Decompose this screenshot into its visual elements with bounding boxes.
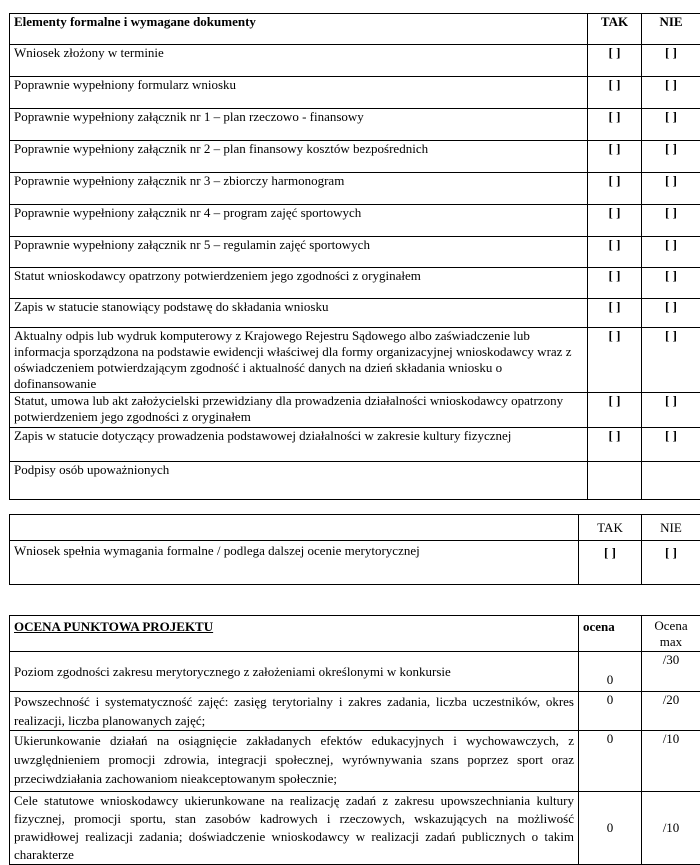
ocena-max-column-header: Ocena max: [642, 616, 700, 652]
tak-checkbox[interactable]: [ ]: [588, 77, 642, 109]
row-label: Poprawnie wypełniony formularz wniosku: [10, 77, 588, 109]
nie-checkbox[interactable]: [ ]: [642, 299, 700, 328]
criterion-label: Ukierunkowanie działań na osiągnięcie zakładanych efektów edukacyjnych i wychowawczych, z uwzględnieniem promocji zdrowia, integracji społecznej, wyrównywania szans poprzez sport oraz przeciwdziałania zachowaniom nieakceptowanym społecznie;: [10, 731, 579, 792]
formal-summary-table: [9, 514, 700, 585]
max-score: /20: [642, 692, 700, 731]
row-label: Poprawnie wypełniony załącznik nr 1 – plan rzeczowo - finansowy: [10, 109, 588, 141]
row-label: Poprawnie wypełniony załącznik nr 2 – plan finansowy kosztów bezpośrednich: [10, 141, 588, 173]
row-label: Zapis w statucie dotyczący prowadzenia podstawowej działalności w zakresie kultury fizycznej: [10, 428, 588, 462]
nie-checkbox[interactable]: [ ]: [642, 328, 700, 393]
tak-checkbox[interactable]: [ ]: [579, 541, 642, 585]
table-row: [10, 731, 700, 792]
table-row: [10, 205, 700, 237]
tak-checkbox[interactable]: [ ]: [588, 109, 642, 141]
table-row: [10, 77, 700, 109]
row-label: Poprawnie wypełniony załącznik nr 4 – program zajęć sportowych: [10, 205, 588, 237]
table-row: [10, 109, 700, 141]
score-table: [9, 615, 700, 865]
row-label: Aktualny odpis lub wydruk komputerowy z Krajowego Rejestru Sądowego albo zaświadczenie lub informacja sporządzona na podstawie ewidencji właściwej dla formy organizacyjnej wnioskodawcy wraz z oświadczeniem potwierdzającym zgodność i aktualność danych na dzień składania wniosku o dofinansowanie: [10, 328, 588, 393]
score-table-title: OCENA PUNKTOWA PROJEKTU: [10, 616, 579, 652]
tak-checkbox[interactable]: [ ]: [588, 393, 642, 428]
table-row: [10, 692, 700, 731]
score-value[interactable]: 0: [579, 692, 642, 731]
row-label: Zapis w statucie stanowiący podstawę do składania wniosku: [10, 299, 588, 328]
tak-checkbox[interactable]: [ ]: [588, 268, 642, 299]
row-label: Wniosek złożony w terminie: [10, 45, 588, 77]
nie-checkbox[interactable]: [ ]: [642, 541, 700, 585]
tak-cell: [588, 462, 642, 500]
criterion-label: Powszechność i systematyczność zajęć: zasięg terytorialny i zakres zadania, liczba uczestników, okres realizacji, liczba planowanych zajęć;: [10, 692, 579, 731]
row-label: Statut, umowa lub akt założycielski przewidziany dla prowadzenia działalności wnioskodawcy opatrzony potwierdzeniem jego zgodności z oryginałem: [10, 393, 588, 428]
table-row: [10, 541, 700, 585]
table-header-row: [10, 14, 700, 45]
tak-checkbox[interactable]: [ ]: [588, 173, 642, 205]
row-label: Poprawnie wypełniony załącznik nr 5 – regulamin zajęć sportowych: [10, 237, 588, 268]
nie-checkbox[interactable]: [ ]: [642, 141, 700, 173]
score-value[interactable]: 0: [579, 731, 642, 792]
tak-checkbox[interactable]: [ ]: [588, 45, 642, 77]
table-row: [10, 173, 700, 205]
table-header-row: [10, 616, 700, 652]
nie-checkbox[interactable]: [ ]: [642, 268, 700, 299]
tak-column-header: TAK: [588, 14, 642, 45]
tak-checkbox[interactable]: [ ]: [588, 237, 642, 268]
table-row: [10, 141, 700, 173]
row-label: Poprawnie wypełniony załącznik nr 3 – zbiorczy harmonogram: [10, 173, 588, 205]
table-row: [10, 462, 700, 500]
nie-column-header: NIE: [642, 14, 700, 45]
nie-checkbox[interactable]: [ ]: [642, 109, 700, 141]
table-row: [10, 268, 700, 299]
summary-header-empty: [10, 515, 579, 541]
table-row: [10, 393, 700, 428]
nie-checkbox[interactable]: [ ]: [642, 173, 700, 205]
table-row: [10, 652, 700, 692]
tak-column-header: TAK: [579, 515, 642, 541]
tak-checkbox[interactable]: [ ]: [588, 205, 642, 237]
score-value[interactable]: 0: [579, 652, 642, 692]
nie-checkbox[interactable]: [ ]: [642, 237, 700, 268]
nie-column-header: NIE: [642, 515, 700, 541]
table-row: [10, 428, 700, 462]
nie-checkbox[interactable]: [ ]: [642, 393, 700, 428]
tak-checkbox[interactable]: [ ]: [588, 141, 642, 173]
tak-checkbox[interactable]: [ ]: [588, 328, 642, 393]
max-score: /30: [642, 652, 700, 692]
nie-cell: [642, 462, 700, 500]
table-row: [10, 299, 700, 328]
nie-checkbox[interactable]: [ ]: [642, 205, 700, 237]
table-row: [10, 328, 700, 393]
max-score: /10: [642, 731, 700, 792]
formal-table-title: Elementy formalne i wymagane dokumenty: [10, 14, 588, 45]
nie-checkbox[interactable]: [ ]: [642, 45, 700, 77]
max-score: /10: [642, 792, 700, 865]
criterion-label: Poziom zgodności zakresu merytorycznego z założeniami określonymi w konkursie: [10, 652, 579, 692]
table-row: [10, 45, 700, 77]
formal-requirements-table: [9, 13, 700, 500]
tak-checkbox[interactable]: [ ]: [588, 428, 642, 462]
table-header-row: [10, 515, 700, 541]
nie-checkbox[interactable]: [ ]: [642, 428, 700, 462]
criterion-label: Cele statutowe wnioskodawcy ukierunkowane na realizację zadań z zakresu upowszechniania kultury fizycznej, promocji sportu, stan zasobów kadrowych i rzeczowych, wskazujących na możliwość prawidłowej realizacji zadania; doświadczenie wnioskodawcy w realizacji zadań publicznych o takim charakterze: [10, 792, 579, 865]
row-label: Podpisy osób upoważnionych: [10, 462, 588, 500]
ocena-column-header: ocena: [579, 616, 642, 652]
row-label: Statut wnioskodawcy opatrzony potwierdzeniem jego zgodności z oryginałem: [10, 268, 588, 299]
nie-checkbox[interactable]: [ ]: [642, 77, 700, 109]
table-row: [10, 237, 700, 268]
summary-label: Wniosek spełnia wymagania formalne / podlega dalszej ocenie merytorycznej: [10, 541, 579, 585]
table-row: [10, 792, 700, 865]
tak-checkbox[interactable]: [ ]: [588, 299, 642, 328]
score-value[interactable]: 0: [579, 792, 642, 865]
